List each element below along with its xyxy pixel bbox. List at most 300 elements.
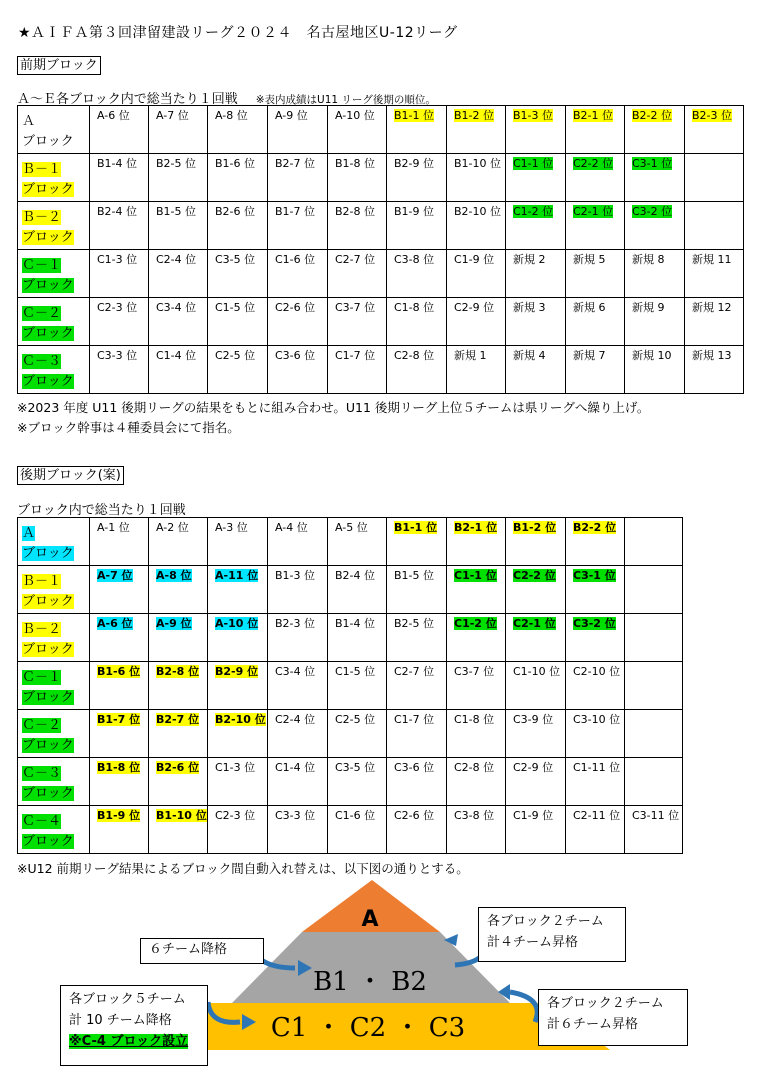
cell-text: C1-3 位 [97,253,138,266]
cell-text: B2-5 位 [156,157,197,170]
table-cell [566,202,625,250]
table-cell [387,106,447,154]
table-cell [625,518,683,566]
box-bottom-right [538,989,688,1046]
table-cell [208,566,268,614]
first-section-subtitle: Ａ～Ｅ各ブロック内で総当たり１回戦 [17,92,238,107]
block-name-cell [18,518,90,566]
cell-text: B2-4 位 [335,569,376,582]
second-block-table [17,517,683,854]
table-cell [625,566,683,614]
cell-text: C1-8 位 [394,301,435,314]
table-row [18,518,683,566]
cell-text: C3-1 位 [573,569,616,582]
cell-text: C3-3 位 [97,349,138,362]
cell-text: 新規 5 [573,253,606,266]
cell-text: C3-7 位 [335,301,376,314]
table-cell [268,662,328,710]
block-name: Ｂ－１ [22,162,62,177]
table-cell [90,346,149,394]
table-cell [328,518,387,566]
table-cell [625,202,685,250]
cell-text: C3-7 位 [454,665,495,678]
block-suffix: ブロック [22,690,74,705]
box-top-right-line-2: 計４チーム昇格 [487,935,579,950]
cell-text: C3-6 位 [275,349,316,362]
table-cell [208,806,268,854]
cell-text: A-10 位 [215,617,259,630]
table-row [18,154,744,202]
cell-text: C1-4 位 [156,349,197,362]
table-cell [149,250,208,298]
tier-b-label: B1 ・ B2 [313,967,427,997]
box-bottom-left [60,985,208,1066]
table-cell [149,106,208,154]
table-cell [685,250,744,298]
cell-text: C1-10 位 [513,665,561,678]
block-name: Ａ [22,114,36,129]
table-cell [625,154,685,202]
table-cell [90,106,149,154]
box-top-right [478,907,626,962]
table-cell [387,346,447,394]
cell-text: C3-11 位 [632,809,680,822]
cell-text: C3-4 位 [156,301,197,314]
table-cell [625,758,683,806]
table-cell [90,250,149,298]
table-cell [90,710,149,758]
box-bottom-left-line-3: ※C-4 ブロック設立 [69,1034,189,1049]
table-cell [566,614,625,662]
table-cell [328,298,387,346]
block-suffix: ブロック [22,594,74,609]
cell-text: C2-9 位 [513,761,554,774]
table-cell [268,710,328,758]
table-cell [149,298,208,346]
cell-text: B1-1 位 [394,521,438,534]
table-cell [566,710,625,758]
block-name-cell [18,758,90,806]
table-cell [506,106,566,154]
cell-text: B2-7 位 [156,713,200,726]
table-cell [208,346,268,394]
block-suffix: ブロック [22,834,74,849]
table-cell [566,250,625,298]
table-cell [506,614,566,662]
cell-text: B2-8 位 [156,665,200,678]
cell-text: C3-9 位 [513,713,554,726]
table-cell [149,662,208,710]
block-name: Ｃ－２ [22,718,62,733]
table-cell [625,662,683,710]
table-cell [328,566,387,614]
cell-text: C2-2 位 [573,157,614,170]
table-row [18,758,683,806]
table-cell [208,662,268,710]
cell-text: 新規 12 [692,301,732,314]
table-cell [506,202,566,250]
table-cell [685,346,744,394]
table-cell [208,250,268,298]
table-cell [328,710,387,758]
table-cell [149,346,208,394]
cell-text: B1-4 位 [335,617,376,630]
cell-text: B2-3 位 [275,617,316,630]
cell-text: B1-6 位 [97,665,141,678]
cell-text: C1-2 位 [513,205,554,218]
cell-text: C1-7 位 [335,349,376,362]
cell-text: B2-3 位 [692,109,733,122]
cell-text: C2-11 位 [573,809,621,822]
table-cell [90,298,149,346]
cell-text: A-2 位 [156,521,189,534]
table-cell [268,346,328,394]
cell-text: C1-2 位 [454,617,497,630]
cell-text: 新規 2 [513,253,546,266]
box-bottom-left-line-2: 計 10 チーム降格 [69,1013,172,1028]
cell-text: B1-4 位 [97,157,138,170]
block-name: Ｃ－２ [22,306,62,321]
table-cell [268,250,328,298]
table-cell [387,298,447,346]
table-row [18,346,744,394]
block-suffix: ブロック [22,738,74,753]
cell-text: C1-5 位 [215,301,256,314]
cell-text: C2-1 位 [513,617,556,630]
cell-text: C1-11 位 [573,761,621,774]
cell-text: C2-3 位 [97,301,138,314]
cell-text: B1-5 位 [394,569,435,582]
cell-text: C2-8 位 [394,349,435,362]
cell-text: A-11 位 [215,569,259,582]
table-cell [90,566,149,614]
table-cell [447,346,506,394]
table-cell [447,614,506,662]
block-suffix: ブロック [22,374,74,389]
cell-text: C3-8 位 [394,253,435,266]
cell-text: C2-2 位 [513,569,556,582]
block-name-cell [18,710,90,758]
cell-text: C2-5 位 [215,349,256,362]
table-cell [625,806,683,854]
tier-c-label: C1 ・ C2 ・ C3 [270,1013,466,1043]
page-title: ★ＡＩＦＡ第３回津留建設リーグ２０２４ 名古屋地区U-12リーグ [18,25,458,41]
table-cell [566,566,625,614]
cell-text: B2-4 位 [97,205,138,218]
table-cell [149,614,208,662]
cell-text: 新規 10 [632,349,672,362]
table-cell [268,566,328,614]
box-top-right-line-1: 各ブロック２チーム [487,914,604,929]
table-cell [268,202,328,250]
cell-text: C2-9 位 [454,301,495,314]
first-section-heading: 前期ブロック [17,56,101,75]
cell-text: 新規 6 [573,301,606,314]
table-cell [387,518,447,566]
first-note-2: ※ブロック幹事は４種委員会にて指名。 [17,420,240,435]
table-cell [149,710,208,758]
table-cell [447,566,506,614]
table-cell [387,710,447,758]
table-row [18,566,683,614]
block-suffix: ブロック [22,642,74,657]
table-cell [328,202,387,250]
cell-text: 新規 7 [573,349,606,362]
table-cell [566,154,625,202]
table-cell [268,298,328,346]
table-cell [447,106,506,154]
box-bottom-left-line-1: 各ブロック５チーム [69,992,186,1007]
table-cell [447,202,506,250]
table-cell [566,758,625,806]
cell-text: B2-6 位 [215,205,256,218]
cell-text: C3-6 位 [394,761,435,774]
cell-text: C2-8 位 [454,761,495,774]
cell-text: C2-3 位 [215,809,256,822]
first-section-subnote: ※表内成績はU11 リーグ後期の順位。 [255,94,436,106]
table-cell [387,662,447,710]
table-cell [149,758,208,806]
cell-text: C3-4 位 [275,665,316,678]
table-cell [625,614,683,662]
cell-text: B2-2 位 [573,521,617,534]
block-name-cell [18,662,90,710]
block-name-cell [18,566,90,614]
cell-text: B1-1 位 [394,109,435,122]
cell-text: C1-1 位 [454,569,497,582]
cell-text: B2-5 位 [394,617,435,630]
table-cell [387,614,447,662]
table-cell [90,518,149,566]
block-suffix: ブロック [22,230,74,245]
cell-text: C2-5 位 [335,713,376,726]
table-cell [685,106,744,154]
cell-text: C3-1 位 [632,157,673,170]
table-cell [685,202,744,250]
cell-text: C3-5 位 [215,253,256,266]
table-cell [328,346,387,394]
table-cell [268,614,328,662]
table-cell [268,154,328,202]
cell-text: C1-5 位 [335,665,376,678]
cell-text: C1-9 位 [513,809,554,822]
table-cell [328,154,387,202]
tier-a-label: A [361,907,379,932]
table-row [18,250,744,298]
block-name-cell [18,806,90,854]
table-row [18,806,683,854]
cell-text: C2-1 位 [573,205,614,218]
cell-text: C2-6 位 [394,809,435,822]
block-name: Ｂ－１ [22,574,62,589]
table-cell [566,806,625,854]
table-cell [506,518,566,566]
table-cell [387,758,447,806]
table-cell [447,710,506,758]
block-name: Ｃ－３ [22,766,62,781]
table-cell [208,758,268,806]
cell-text: B2-9 位 [215,665,259,678]
cell-text: C1-1 位 [513,157,554,170]
cell-text: B1-7 位 [97,713,141,726]
cell-text: C3-10 位 [573,713,621,726]
table-cell [506,154,566,202]
box-bottom-right-line-1: 各ブロック２チーム [547,996,664,1011]
block-name: Ｂ－２ [22,622,62,637]
table-cell [625,298,685,346]
table-cell [328,758,387,806]
table-cell [208,710,268,758]
block-suffix: ブロック [22,278,74,293]
cell-text: B1-3 位 [275,569,316,582]
cell-text: B2-1 位 [454,521,498,534]
cell-text: C1-3 位 [215,761,256,774]
table-cell [387,202,447,250]
block-name: Ｃ－１ [22,258,62,273]
table-cell [625,106,685,154]
table-cell [328,106,387,154]
table-cell [625,250,685,298]
table-cell [625,346,685,394]
table-cell [447,250,506,298]
table-cell [328,250,387,298]
box-bottom-right-line-2: 計６チーム昇格 [547,1017,639,1032]
table-cell [566,346,625,394]
cell-text: A-7 位 [97,569,133,582]
cell-text: A-6 位 [97,617,133,630]
cell-text: C1-6 位 [335,809,376,822]
table-cell [268,806,328,854]
cell-text: C1-8 位 [454,713,495,726]
cell-text: B1-8 位 [335,157,376,170]
table-cell [208,518,268,566]
cell-text: B1-5 位 [156,205,197,218]
block-suffix: ブロック [22,546,74,561]
table-cell [208,298,268,346]
cell-text: B2-1 位 [573,109,614,122]
cell-text: C1-6 位 [275,253,316,266]
cell-text: B2-7 位 [275,157,316,170]
cell-text: 新規 9 [632,301,665,314]
table-cell [387,566,447,614]
box-top-left [140,938,264,964]
table-cell [208,106,268,154]
block-name: Ｃ－３ [22,354,62,369]
table-cell [90,806,149,854]
second-section-heading: 後期ブロック(案) [17,466,124,485]
block-suffix: ブロック [22,786,74,801]
table-cell [566,298,625,346]
table-cell [685,298,744,346]
second-note: ※U12 前期リーグ結果によるブロック間自動入れ替えは、以下図の通りとする。 [17,861,469,876]
cell-text: C3-3 位 [275,809,316,822]
cell-text: B1-2 位 [513,521,557,534]
block-suffix: ブロック [22,326,74,341]
table-cell [328,614,387,662]
cell-text: B1-9 位 [394,205,435,218]
table-cell [149,202,208,250]
table-cell [268,758,328,806]
table-cell [387,806,447,854]
table-cell [506,250,566,298]
cell-text: C3-2 位 [573,617,616,630]
cell-text: A-6 位 [97,109,130,122]
cell-text: B1-10 位 [454,157,502,170]
cell-text: B2-2 位 [632,109,673,122]
table-cell [149,566,208,614]
cell-text: B1-10 位 [156,809,207,822]
cell-text: A-10 位 [335,109,375,122]
cell-text: C2-6 位 [275,301,316,314]
table-cell [268,106,328,154]
cell-text: B1-3 位 [513,109,554,122]
cell-text: A-8 位 [215,109,248,122]
table-cell [447,154,506,202]
block-name-cell [18,614,90,662]
block-name-cell [18,298,90,346]
cell-text: B2-10 位 [454,205,502,218]
table-row [18,298,744,346]
table-cell [506,662,566,710]
cell-text: A-9 位 [156,617,192,630]
table-cell [566,518,625,566]
cell-text: 新規 8 [632,253,665,266]
table-cell [90,758,149,806]
block-name-cell [18,250,90,298]
table-cell [685,154,744,202]
table-cell [506,346,566,394]
table-cell [387,154,447,202]
table-cell [328,806,387,854]
cell-text: B1-9 位 [97,809,141,822]
table-cell [447,662,506,710]
table-cell [149,154,208,202]
cell-text: C1-9 位 [454,253,495,266]
cell-text: A-4 位 [275,521,308,534]
block-name-cell [18,202,90,250]
block-name: Ｃ－４ [22,814,62,829]
cell-text: C2-7 位 [394,665,435,678]
cell-text: C3-2 位 [632,205,673,218]
table-cell [387,250,447,298]
block-name: Ｃ－１ [22,670,62,685]
cell-text: B1-7 位 [275,205,316,218]
cell-text: C2-4 位 [275,713,316,726]
table-cell [506,758,566,806]
table-cell [328,662,387,710]
cell-text: C3-5 位 [335,761,376,774]
table-cell [625,710,683,758]
cell-text: 新規 3 [513,301,546,314]
table-cell [90,202,149,250]
table-cell [149,806,208,854]
cell-text: C2-4 位 [156,253,197,266]
block-name-cell [18,154,90,202]
block-name-cell [18,106,90,154]
cell-text: B1-8 位 [97,761,141,774]
cell-text: A-5 位 [335,521,368,534]
cell-text: A-3 位 [215,521,248,534]
cell-text: 新規 13 [692,349,732,362]
table-cell [208,154,268,202]
block-suffix: ブロック [22,182,74,197]
cell-text: B1-6 位 [215,157,256,170]
table-cell [566,106,625,154]
table-cell [149,518,208,566]
second-section-subtitle: ブロック内で総当たり１回戦 [17,503,186,518]
table-cell [506,298,566,346]
block-name: Ｂ－２ [22,210,62,225]
